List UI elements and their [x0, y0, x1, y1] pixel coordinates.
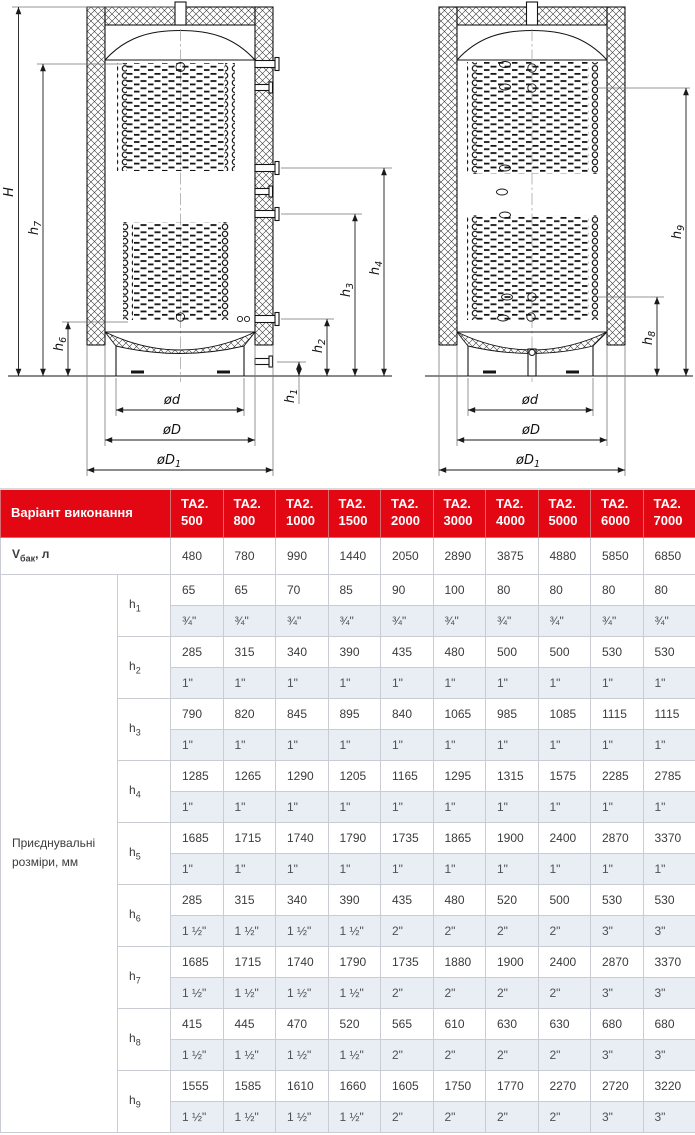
mm-value-cell: 340: [276, 636, 329, 667]
inch-value-cell: 1": [223, 667, 276, 698]
inch-value-cell: 1": [643, 791, 695, 822]
inch-value-cell: 2": [433, 1101, 486, 1132]
inch-value-cell: 2": [486, 1039, 539, 1070]
mm-value-cell: 1900: [486, 946, 539, 977]
mm-value-cell: 390: [328, 636, 381, 667]
mm-value-cell: 340: [276, 884, 329, 915]
mm-value-cell: 1750: [433, 1070, 486, 1101]
inch-value-cell: 1": [276, 791, 329, 822]
mm-value-cell: 80: [486, 574, 539, 605]
mm-value-cell: 630: [538, 1008, 591, 1039]
inch-value-cell: 2": [538, 977, 591, 1008]
inch-value-cell: 1": [591, 667, 644, 698]
mm-value-cell: 1790: [328, 946, 381, 977]
top-connection-pipe: [175, 2, 186, 25]
mm-value-cell: 985: [486, 698, 539, 729]
inch-value-cell: ¾": [171, 605, 224, 636]
volume-value-cell: 990: [276, 537, 329, 574]
param-label-h8: $h_8$: [118, 1008, 171, 1070]
upper-coil: [467, 62, 598, 174]
inch-value-cell: 2": [538, 915, 591, 946]
dim-label-h9: $h_9$: [670, 224, 687, 240]
inch-value-cell: 1": [276, 729, 329, 760]
inch-value-cell: 1": [381, 729, 434, 760]
inch-value-cell: 2": [433, 915, 486, 946]
mm-value-cell: 80: [643, 574, 695, 605]
inch-value-cell: 1 ½": [171, 1101, 224, 1132]
mm-value-cell: 1265: [223, 760, 276, 791]
lower-coil: [467, 215, 598, 320]
mm-value-cell: 445: [223, 1008, 276, 1039]
dim-label-h4: $h_4$: [368, 260, 385, 276]
mm-value-cell: 1770: [486, 1070, 539, 1101]
top-connection-pipe: [527, 2, 538, 25]
inch-value-cell: 1 ½": [171, 977, 224, 1008]
mm-value-cell: 840: [381, 698, 434, 729]
inch-value-cell: 1": [643, 667, 695, 698]
volume-value-cell: 6850: [643, 537, 695, 574]
param-label-h5: $h_5$: [118, 822, 171, 884]
mm-value-cell: 680: [643, 1008, 695, 1039]
inch-value-cell: 2": [381, 915, 434, 946]
inch-value-cell: 1": [328, 853, 381, 884]
mm-value-cell: 520: [328, 1008, 381, 1039]
inch-value-cell: ¾": [328, 605, 381, 636]
inch-value-cell: 1": [171, 853, 224, 884]
header-variant-label: Варіант виконання: [1, 489, 171, 537]
inch-value-cell: 1": [381, 667, 434, 698]
dim-label-h2: $h_2$: [311, 338, 328, 354]
mm-value-cell: 530: [591, 884, 644, 915]
mm-value-cell: 1610: [276, 1070, 329, 1101]
mm-value-cell: 65: [171, 574, 224, 605]
mm-value-cell: 480: [433, 636, 486, 667]
mm-value-cell: 1685: [171, 946, 224, 977]
volume-row: [1, 537, 695, 574]
mm-value-cell: 70: [276, 574, 329, 605]
inch-value-cell: 1": [171, 791, 224, 822]
dim-label-h1: $h_1$: [283, 388, 300, 404]
dim-label-od-left: ød: [163, 393, 181, 408]
group-label-connections: Приєднувальні розміри, мм: [1, 574, 118, 1132]
mm-value-cell: 1660: [328, 1070, 381, 1101]
inch-value-cell: 2": [486, 1101, 539, 1132]
mm-value-cell: 500: [486, 636, 539, 667]
inch-value-cell: 1": [328, 791, 381, 822]
mm-value-cell: 100: [433, 574, 486, 605]
spec-table: [0, 488, 695, 1133]
inch-value-cell: 1": [223, 791, 276, 822]
inch-value-cell: ¾": [643, 605, 695, 636]
volume-value-cell: 780: [223, 537, 276, 574]
inch-value-cell: ¾": [223, 605, 276, 636]
mm-value-cell: 85: [328, 574, 381, 605]
mm-value-cell: 1735: [381, 946, 434, 977]
inch-value-cell: 1": [486, 853, 539, 884]
mm-value-cell: 2270: [538, 1070, 591, 1101]
inch-value-cell: 1": [276, 667, 329, 698]
mm-value-cell: 2870: [591, 822, 644, 853]
inch-value-cell: 1": [591, 729, 644, 760]
inch-value-cell: 1": [433, 729, 486, 760]
mm-value-cell: 500: [538, 636, 591, 667]
volume-value-cell: 3875: [486, 537, 539, 574]
mm-value-cell: 1740: [276, 822, 329, 853]
mm-value-cell: 480: [433, 884, 486, 915]
mm-value-cell: 1790: [328, 822, 381, 853]
inch-value-cell: 2": [381, 1101, 434, 1132]
inch-value-cell: ¾": [276, 605, 329, 636]
table-header-row: [1, 489, 695, 537]
mm-value-cell: 3370: [643, 822, 695, 853]
mm-value-cell: 1685: [171, 822, 224, 853]
dim-label-oD-right: øD: [522, 423, 540, 438]
mm-value-cell: 1880: [433, 946, 486, 977]
mm-value-cell: 1290: [276, 760, 329, 791]
inch-value-cell: 1": [538, 791, 591, 822]
dim-label-oD-left: øD: [163, 423, 181, 438]
model-header-cell: ТА2. 2000: [381, 489, 434, 537]
inch-value-cell: 1": [433, 853, 486, 884]
inch-value-cell: 1 ½": [276, 977, 329, 1008]
inch-value-cell: 1": [643, 853, 695, 884]
volume-label: $V_{бак}$, л: [1, 537, 171, 574]
inch-value-cell: 3": [591, 915, 644, 946]
mm-value-cell: 820: [223, 698, 276, 729]
inch-value-cell: ¾": [433, 605, 486, 636]
mm-value-cell: 2870: [591, 946, 644, 977]
model-header-cell: ТА2. 1500: [328, 489, 381, 537]
inch-value-cell: 2": [538, 1101, 591, 1132]
param-label-h7: $h_7$: [118, 946, 171, 1008]
mm-value-cell: 1715: [223, 822, 276, 853]
tank-technical-drawing: [0, 0, 695, 488]
mm-value-cell: 530: [643, 884, 695, 915]
inch-value-cell: 1 ½": [328, 915, 381, 946]
mm-value-cell: 530: [591, 636, 644, 667]
mm-value-cell: 1865: [433, 822, 486, 853]
inch-value-cell: 1": [538, 729, 591, 760]
h1-mm-row: [1, 574, 695, 605]
volume-value-cell: 480: [171, 537, 224, 574]
mm-value-cell: 1295: [433, 760, 486, 791]
mm-value-cell: 1115: [643, 698, 695, 729]
inch-value-cell: 1": [276, 853, 329, 884]
param-label-h3: $h_3$: [118, 698, 171, 760]
inch-value-cell: 1 ½": [223, 915, 276, 946]
mm-value-cell: 1735: [381, 822, 434, 853]
inch-value-cell: 1 ½": [276, 1039, 329, 1070]
inch-value-cell: 1 ½": [223, 1101, 276, 1132]
inch-value-cell: 2": [486, 915, 539, 946]
mm-value-cell: 2785: [643, 760, 695, 791]
inch-value-cell: 1": [538, 853, 591, 884]
inch-value-cell: 1": [591, 853, 644, 884]
inch-value-cell: 1": [328, 729, 381, 760]
mm-value-cell: 285: [171, 884, 224, 915]
inch-value-cell: 1 ½": [328, 1101, 381, 1132]
inch-value-cell: 1": [171, 729, 224, 760]
mm-value-cell: 435: [381, 636, 434, 667]
dim-label-h7: $h_7$: [27, 220, 44, 236]
mm-value-cell: 530: [643, 636, 695, 667]
inch-value-cell: 3": [643, 915, 695, 946]
inch-value-cell: 3": [643, 1039, 695, 1070]
mm-value-cell: 1115: [591, 698, 644, 729]
volume-value-cell: 5850: [591, 537, 644, 574]
upper-coil: [117, 63, 235, 172]
mm-value-cell: 1605: [381, 1070, 434, 1101]
inch-value-cell: 1": [591, 791, 644, 822]
inch-value-cell: 2": [381, 977, 434, 1008]
lower-coil: [123, 222, 231, 321]
param-label-h1: $h_1$: [118, 574, 171, 636]
dim-label-H: H: [2, 187, 17, 197]
model-header-cell: ТА2. 5000: [538, 489, 591, 537]
inch-value-cell: ¾": [538, 605, 591, 636]
inch-value-cell: 3": [591, 1039, 644, 1070]
inch-value-cell: 2": [538, 1039, 591, 1070]
mm-value-cell: 470: [276, 1008, 329, 1039]
dim-label-h6: $h_6$: [52, 336, 69, 352]
mm-value-cell: 1065: [433, 698, 486, 729]
mm-value-cell: 680: [591, 1008, 644, 1039]
model-header-cell: ТА2. 4000: [486, 489, 539, 537]
mm-value-cell: 1555: [171, 1070, 224, 1101]
inch-value-cell: 2": [433, 977, 486, 1008]
param-label-h4: $h_4$: [118, 760, 171, 822]
mm-value-cell: 80: [538, 574, 591, 605]
inch-value-cell: 1 ½": [276, 1101, 329, 1132]
mm-value-cell: 895: [328, 698, 381, 729]
inch-value-cell: 1 ½": [276, 915, 329, 946]
mm-value-cell: 1085: [538, 698, 591, 729]
mm-value-cell: 1715: [223, 946, 276, 977]
mm-value-cell: 2285: [591, 760, 644, 791]
mm-value-cell: 1285: [171, 760, 224, 791]
mm-value-cell: 845: [276, 698, 329, 729]
inch-value-cell: 1 ½": [171, 1039, 224, 1070]
inch-value-cell: ¾": [486, 605, 539, 636]
mm-value-cell: 2400: [538, 946, 591, 977]
mm-value-cell: 520: [486, 884, 539, 915]
mm-value-cell: 65: [223, 574, 276, 605]
volume-value-cell: 1440: [328, 537, 381, 574]
mm-value-cell: 1205: [328, 760, 381, 791]
inch-value-cell: 2": [486, 977, 539, 1008]
model-header-cell: ТА2. 500: [171, 489, 224, 537]
dim-label-h8: $h_8$: [641, 330, 658, 346]
volume-value-cell: 2890: [433, 537, 486, 574]
model-header-cell: ТА2. 7000: [643, 489, 695, 537]
inch-value-cell: 1": [433, 667, 486, 698]
mm-value-cell: 610: [433, 1008, 486, 1039]
inch-value-cell: 1": [223, 853, 276, 884]
mm-value-cell: 3220: [643, 1070, 695, 1101]
mm-value-cell: 415: [171, 1008, 224, 1039]
param-label-h2: $h_2$: [118, 636, 171, 698]
inch-value-cell: 1 ½": [223, 977, 276, 1008]
inch-value-cell: 1": [171, 667, 224, 698]
dim-label-h3: $h_3$: [339, 282, 356, 298]
mm-value-cell: 500: [538, 884, 591, 915]
model-header-cell: ТА2. 6000: [591, 489, 644, 537]
right-tank-drawing: [425, 2, 693, 476]
inch-value-cell: 1": [538, 667, 591, 698]
mm-value-cell: 1740: [276, 946, 329, 977]
mm-value-cell: 285: [171, 636, 224, 667]
dim-label-od-right: ød: [521, 393, 539, 408]
mm-value-cell: 390: [328, 884, 381, 915]
param-label-h9: $h_9$: [118, 1070, 171, 1132]
inch-value-cell: 1 ½": [328, 977, 381, 1008]
mm-value-cell: 790: [171, 698, 224, 729]
dim-label-oD1-left: $øD_1$: [156, 453, 182, 470]
inch-value-cell: 1": [381, 791, 434, 822]
inch-value-cell: 1": [223, 729, 276, 760]
inch-value-cell: 1 ½": [171, 915, 224, 946]
inch-value-cell: 1 ½": [223, 1039, 276, 1070]
inch-value-cell: ¾": [591, 605, 644, 636]
inch-value-cell: 3": [591, 1101, 644, 1132]
mm-value-cell: 1575: [538, 760, 591, 791]
param-label-h6: $h_6$: [118, 884, 171, 946]
mm-value-cell: 1900: [486, 822, 539, 853]
inch-value-cell: 2": [433, 1039, 486, 1070]
inch-value-cell: 1 ½": [328, 1039, 381, 1070]
mm-value-cell: 315: [223, 636, 276, 667]
inch-value-cell: 1": [486, 729, 539, 760]
mm-value-cell: 3370: [643, 946, 695, 977]
mm-value-cell: 565: [381, 1008, 434, 1039]
mm-value-cell: 2400: [538, 822, 591, 853]
left-tank-drawing: [2, 2, 392, 476]
model-header-cell: ТА2. 1000: [276, 489, 329, 537]
mm-value-cell: 1165: [381, 760, 434, 791]
mm-value-cell: 2720: [591, 1070, 644, 1101]
inch-value-cell: 1": [433, 791, 486, 822]
inch-value-cell: 1": [381, 853, 434, 884]
inch-value-cell: 2": [381, 1039, 434, 1070]
volume-value-cell: 4880: [538, 537, 591, 574]
mm-value-cell: 1585: [223, 1070, 276, 1101]
volume-value-cell: 2050: [381, 537, 434, 574]
inch-value-cell: 3": [643, 1101, 695, 1132]
inch-value-cell: ¾": [381, 605, 434, 636]
inch-value-cell: 1": [328, 667, 381, 698]
inch-value-cell: 1": [486, 791, 539, 822]
dim-label-oD1-right: $øD_1$: [515, 453, 541, 470]
mm-value-cell: 80: [591, 574, 644, 605]
mm-value-cell: 90: [381, 574, 434, 605]
mm-value-cell: 1315: [486, 760, 539, 791]
model-header-cell: ТА2. 800: [223, 489, 276, 537]
inch-value-cell: 1": [486, 667, 539, 698]
inch-value-cell: 1": [643, 729, 695, 760]
mm-value-cell: 315: [223, 884, 276, 915]
mm-value-cell: 630: [486, 1008, 539, 1039]
model-header-cell: ТА2. 3000: [433, 489, 486, 537]
inch-value-cell: 3": [643, 977, 695, 1008]
mm-value-cell: 435: [381, 884, 434, 915]
inch-value-cell: 3": [591, 977, 644, 1008]
